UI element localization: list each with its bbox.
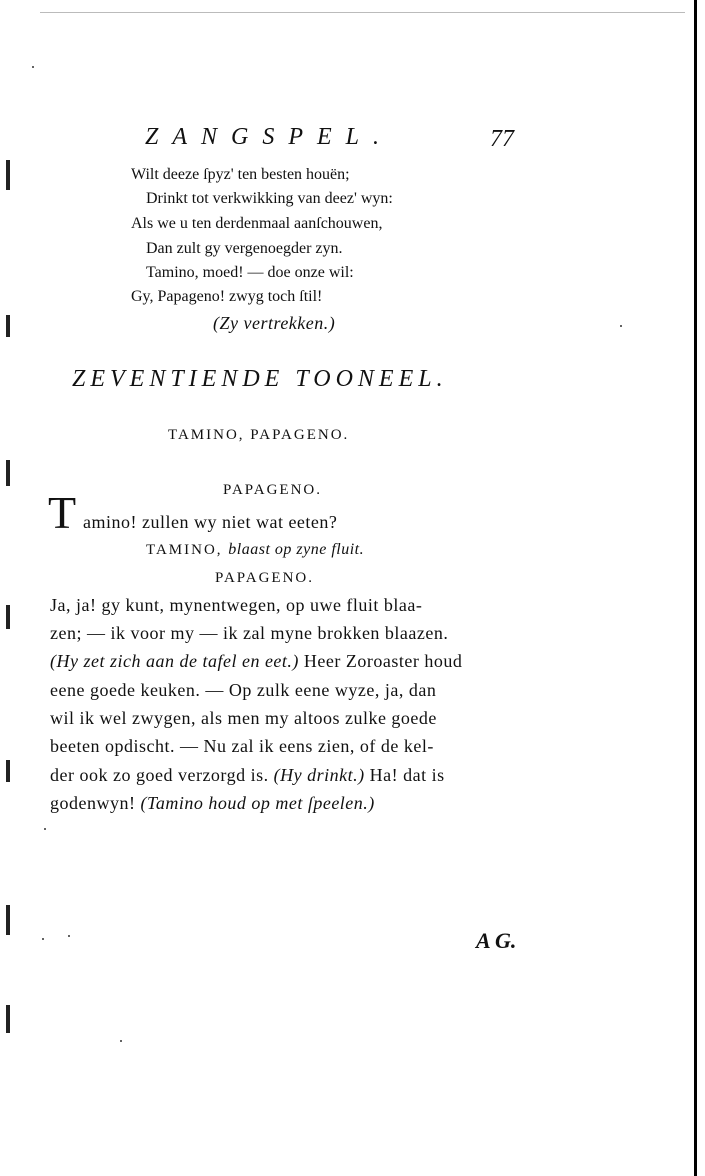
speaker-heading: PAPAGENO.	[223, 482, 323, 498]
prose-line: eene goede keuken. — Op zulk eene wyze, ja, dan	[50, 680, 437, 700]
speaker-direction: blaast op zyne fluit.	[228, 541, 365, 558]
verse-line: Wilt deeze ſpyz' ten besten houën;	[131, 166, 350, 183]
catchword: A G.	[476, 928, 517, 953]
binding-mark	[6, 760, 10, 782]
dialogue-line: amino! zullen wy niet wat eeten?	[83, 512, 338, 532]
scene-title: ZEVENTIENDE TOONEEL.	[72, 366, 448, 392]
prose-text: Ha! dat is	[364, 765, 445, 785]
page-header	[0, 124, 705, 158]
verse-line: Drinkt tot verkwikking van deez' wyn:	[146, 190, 393, 207]
binding-mark	[6, 605, 10, 629]
speaker-heading	[146, 541, 364, 559]
inline-stage-direction: (Tamino houd op met ſpeelen.)	[140, 793, 375, 813]
drop-capital: T	[48, 487, 77, 538]
page-edge-border	[694, 0, 697, 1176]
prose-text: godenwyn!	[50, 793, 141, 813]
character-list: TAMINO, PAPAGENO.	[168, 427, 350, 443]
binding-mark	[6, 1005, 10, 1033]
prose-line	[50, 793, 375, 814]
ink-speck	[68, 935, 70, 937]
binding-mark	[6, 460, 10, 486]
ink-speck	[620, 325, 622, 327]
running-head: ZANGSPEL.	[145, 124, 394, 150]
verse-line: Tamino, moed! — doe onze wil:	[146, 264, 354, 281]
page-number: 77	[490, 126, 514, 152]
prose-text: der ook zo goed verzorgd is.	[50, 765, 274, 785]
speaker-name: TAMINO,	[146, 542, 223, 558]
binding-mark	[6, 905, 10, 935]
verse-line: Gy, Papageno! zwyg toch ſtil!	[131, 288, 323, 305]
prose-line: beeten opdischt. — Nu zal ik eens zien, of de kel-	[50, 736, 434, 756]
inline-stage-direction: (Hy zet zich aan de tafel en eet.)	[50, 651, 299, 671]
ink-speck	[32, 66, 34, 68]
prose-line	[50, 765, 445, 786]
verse-line: Als we u ten derdenmaal aanſchouwen,	[131, 215, 383, 232]
inline-stage-direction: (Hy drinkt.)	[273, 765, 365, 785]
top-edge-line	[40, 12, 685, 13]
ink-speck	[42, 938, 44, 940]
prose-line: wil ik wel zwygen, als men my altoos zulke goede	[50, 708, 437, 728]
prose-line: Ja, ja! gy kunt, mynentwegen, op uwe fluit blaa-	[50, 595, 423, 615]
ink-speck	[120, 1040, 122, 1042]
binding-mark	[6, 160, 10, 190]
ink-speck	[44, 828, 46, 830]
verse-line: Dan zult gy vergenoegder zyn.	[146, 240, 343, 257]
binding-mark	[6, 315, 10, 337]
prose-line: zen; — ik voor my — ik zal myne brokken blaazen.	[50, 623, 449, 643]
prose-line	[50, 651, 462, 672]
prose-text: Heer Zoroaster houd	[298, 651, 463, 671]
speaker-heading: PAPAGENO.	[215, 570, 315, 586]
stage-direction: (Zy vertrekken.)	[213, 313, 336, 333]
